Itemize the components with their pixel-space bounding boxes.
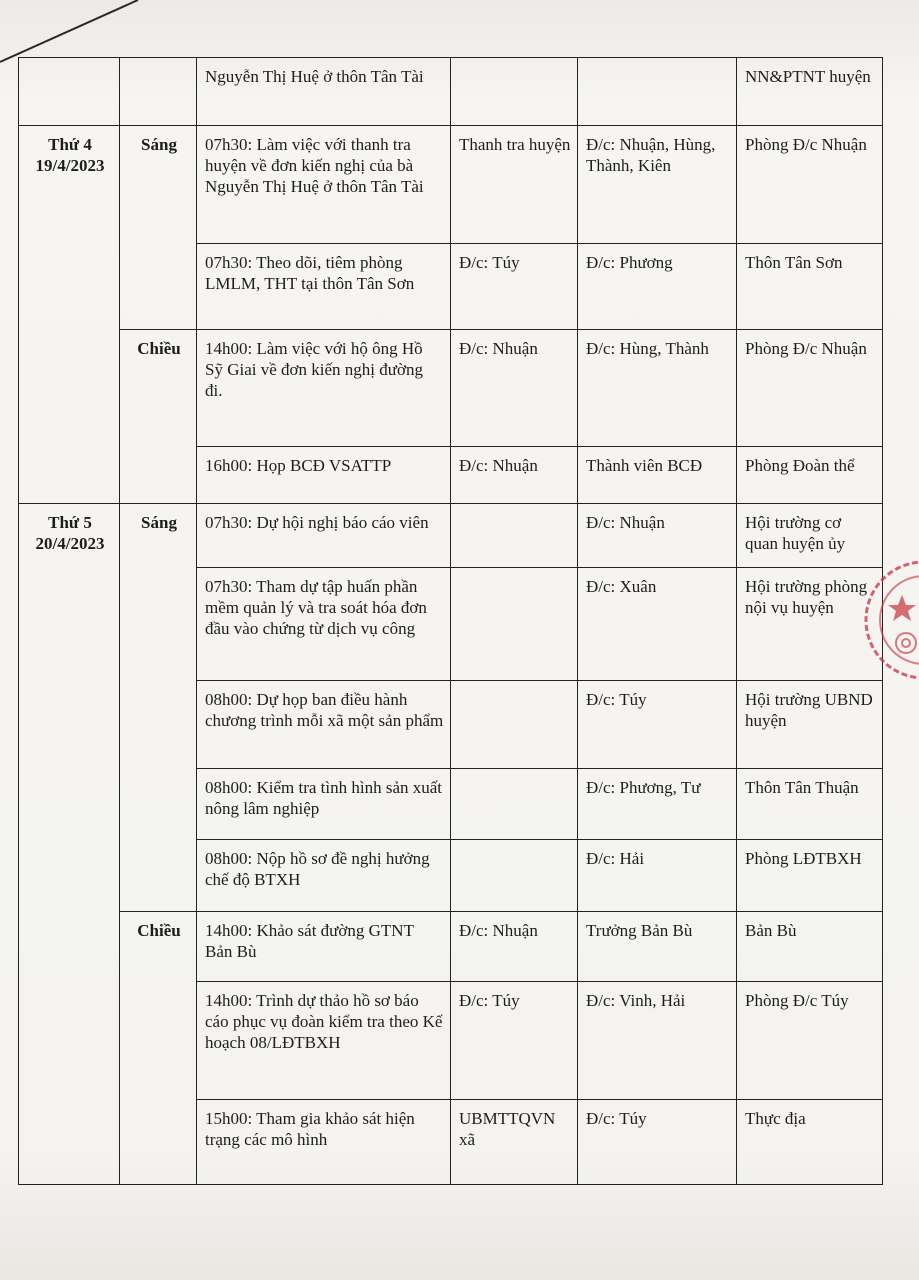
content-cell: 07h30: Theo dõi, tiêm phòng LMLM, THT tại thôn Tân Sơn (197, 244, 451, 330)
session-cell-morning: Sáng (120, 126, 197, 330)
table-row (19, 58, 883, 126)
location-cell: Phòng Đ/c Nhuận (737, 330, 883, 447)
participants-cell: Đ/c: Nhuận (578, 504, 737, 568)
schedule-table (18, 57, 883, 1185)
location-cell: Phòng LĐTBXH (737, 840, 883, 912)
location-cell: Hội trường UBND huyện (737, 681, 883, 769)
red-seal-stamp (862, 545, 919, 695)
session-cell-afternoon: Chiều (120, 912, 197, 1185)
table-row (19, 504, 883, 568)
participants-cell: Đ/c: Túy (578, 681, 737, 769)
participants-cell: Đ/c: Vinh, Hải (578, 982, 737, 1100)
participants-cell: Thành viên BCĐ (578, 447, 737, 504)
content-cell: 07h30: Dự hội nghị báo cáo viên (197, 504, 451, 568)
lead-cell: Thanh tra huyện (451, 126, 578, 244)
lead-cell: Đ/c: Túy (451, 244, 578, 330)
lead-cell (451, 504, 578, 568)
lead-cell (451, 58, 578, 126)
location-cell: NN&PTNT huyện (737, 58, 883, 126)
participants-cell: Trưởng Bản Bù (578, 912, 737, 982)
day-name: Thứ 5 (48, 513, 92, 532)
session-cell-empty (120, 58, 197, 126)
content-cell: 07h30: Làm việc với thanh tra huyện về đơn kiến nghị của bà Nguyễn Thị Huệ ở thôn Tân Tài (197, 126, 451, 244)
participants-cell: Đ/c: Hải (578, 840, 737, 912)
content-cell: 08h00: Nộp hồ sơ đề nghị hưởng chế độ BTXH (197, 840, 451, 912)
location-cell: Phòng Đ/c Túy (737, 982, 883, 1100)
lead-cell (451, 681, 578, 769)
location-cell: Thôn Tân Sơn (737, 244, 883, 330)
day-date: 19/4/2023 (35, 156, 105, 175)
content-cell: 08h00: Kiểm tra tình hình sản xuất nông lâm nghiệp (197, 769, 451, 840)
content-cell: 07h30: Tham dự tập huấn phần mềm quản lý và tra soát hóa đơn đầu vào chứng từ dịch vụ công (197, 568, 451, 681)
content-cell: 14h00: Khảo sát đường GTNT Bản Bù (197, 912, 451, 982)
content-cell: 14h00: Làm việc với hộ ông Hồ Sỹ Giai về đơn kiến nghị đường đi. (197, 330, 451, 447)
lead-cell: Đ/c: Túy (451, 982, 578, 1100)
table-row (19, 126, 883, 244)
lead-cell: UBMTTQVN xã (451, 1100, 578, 1185)
participants-cell (578, 58, 737, 126)
day-name: Thứ 4 (48, 135, 92, 154)
location-cell: Bản Bù (737, 912, 883, 982)
content-cell: 14h00: Trình dự thảo hồ sơ báo cáo phục vụ đoàn kiểm tra theo Kế hoạch 08/LĐTBXH (197, 982, 451, 1100)
participants-cell: Đ/c: Phương (578, 244, 737, 330)
participants-cell: Đ/c: Hùng, Thành (578, 330, 737, 447)
participants-cell: Đ/c: Nhuận, Hùng, Thành, Kiên (578, 126, 737, 244)
location-cell: Thôn Tân Thuận (737, 769, 883, 840)
day-cell (19, 504, 120, 1185)
lead-cell (451, 568, 578, 681)
content-cell: 16h00: Họp BCĐ VSATTP (197, 447, 451, 504)
participants-cell: Đ/c: Phương, Tư (578, 769, 737, 840)
lead-cell: Đ/c: Nhuận (451, 330, 578, 447)
lead-cell (451, 840, 578, 912)
participants-cell: Đ/c: Xuân (578, 568, 737, 681)
table-row (19, 330, 883, 447)
location-cell: Phòng Đoàn thể (737, 447, 883, 504)
lead-cell: Đ/c: Nhuận (451, 447, 578, 504)
day-cell-empty (19, 58, 120, 126)
content-cell: 08h00: Dự họp ban điều hành chương trình mỗi xã một sản phẩm (197, 681, 451, 769)
day-cell (19, 126, 120, 504)
session-cell-afternoon: Chiều (120, 330, 197, 504)
location-cell: Hội trường phòng nội vụ huyện (737, 568, 883, 681)
day-date: 20/4/2023 (35, 534, 105, 553)
location-cell: Thực địa (737, 1100, 883, 1185)
lead-cell: Đ/c: Nhuận (451, 912, 578, 982)
content-cell: 15h00: Tham gia khảo sát hiện trạng các mô hình (197, 1100, 451, 1185)
participants-cell: Đ/c: Túy (578, 1100, 737, 1185)
table-row (19, 912, 883, 982)
lead-cell (451, 769, 578, 840)
location-cell: Phòng Đ/c Nhuận (737, 126, 883, 244)
location-cell: Hội trường cơ quan huyện ủy (737, 504, 883, 568)
session-cell-morning: Sáng (120, 504, 197, 912)
content-cell: Nguyễn Thị Huệ ở thôn Tân Tài (197, 58, 451, 126)
